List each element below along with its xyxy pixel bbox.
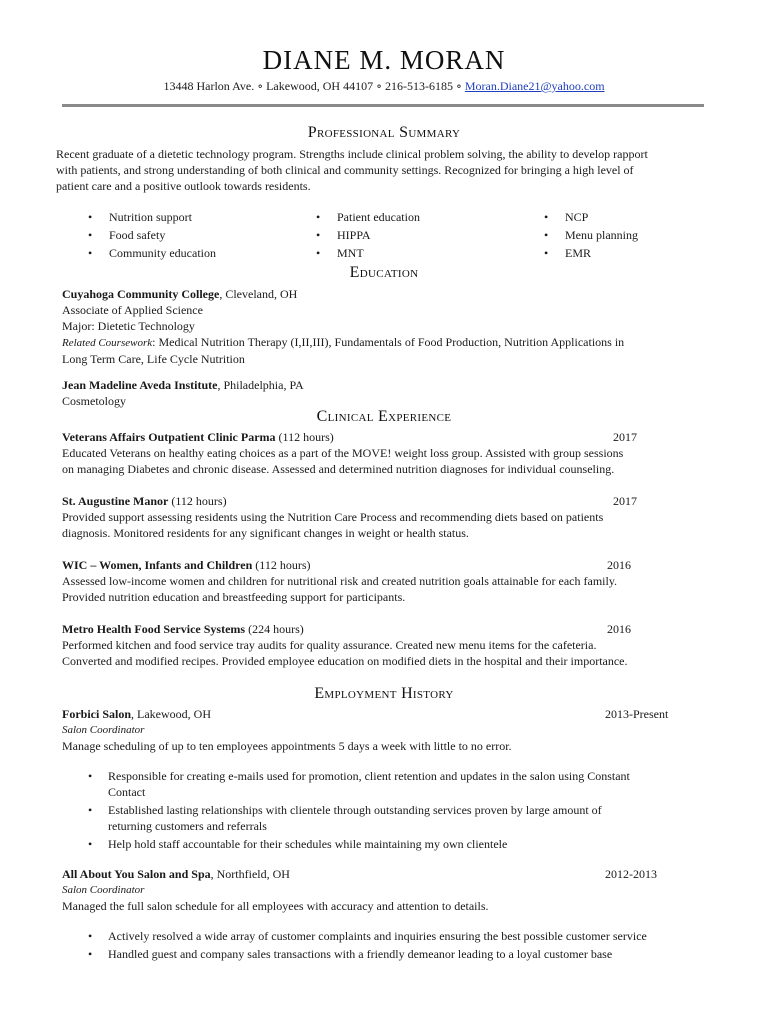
skill-item: • EMR [536,244,736,262]
contact-text: 13448 Harlon Ave. ∘ Lakewood, OH 44107 ∘ 216-513-6185 ∘ [163,79,465,93]
bullet-text: Actively resolved a wide array of customer complaints and inquiries ensuring the best possible customer service [108,929,647,943]
employment-heading: Employment History [314,685,454,702]
skill-item: • HIPPA [308,226,508,244]
clinical-description: Educated Veterans on healthy eating choices as a part of the MOVE! weight loss group. Assisted with group sessions [62,446,624,460]
skill-item: • Menu planning [536,226,736,244]
employment-dates: 2013-Present [605,707,669,721]
clinical-heading: Clinical Experience [316,408,452,425]
clinical-hours: (112 hours) [275,430,334,444]
clinical-description: Converted and modified recipes. Provided employee education on modified diets in the hospital and their importance. [62,654,628,668]
clinical-entry [62,493,708,541]
header-divider [62,104,704,107]
contact-line [0,78,768,94]
summary-line: Recent graduate of a dietetic technology program. Strengths include clinical problem solving, the ability to develop rapport [56,147,648,161]
degree: Associate of Applied Science [62,303,203,317]
job-bullet [62,836,708,852]
skill-item: • Nutrition support [80,208,280,226]
email-link[interactable]: Moran.Diane21@yahoo.com [464,79,605,93]
job-summary: Managed the full salon schedule for all employees with accuracy and attention to details. [62,899,489,913]
employer-location: , Northfield, OH [210,867,290,881]
clinical-year: 2016 [607,558,631,572]
skills-column [536,208,736,262]
skills-column [80,208,280,262]
clinical-year: 2017 [613,494,637,508]
skill-item: • NCP [536,208,736,226]
program: Cosmetology [62,394,127,408]
clinical-description: Provided support assessing residents using the Nutrition Care Process and recommending diets based on patients [62,510,604,524]
education-school-1 [62,286,708,367]
coursework-text: : Medical Nutrition Therapy (I,II,III), Fundamentals of Food Production, Nutrition Applications in [152,335,625,349]
job-title: Salon Coordinator [62,724,145,736]
clinical-org: St. Augustine Manor [62,494,169,508]
skill-item: • Patient education [308,208,508,226]
school-name: Jean Madeline Aveda Institute [62,378,218,392]
clinical-description: Provided nutrition education and breastfeeding support for participants. [62,590,406,604]
applicant-name: DIANE M. MORAN [262,45,506,75]
education-school-2 [62,377,708,409]
summary-text [56,146,716,194]
skill-item: • Community education [80,244,280,262]
employment-entry [62,866,708,962]
job-bullet [62,946,708,962]
clinical-hours: (112 hours) [168,494,227,508]
clinical-description: diagnosis. Monitored residents for any significant changes in weight or health status. [62,526,469,540]
bullet-text: Handled guest and company sales transactions with a friendly demeanor leading to a loyal customer base [108,947,613,961]
employer-name: All About You Salon and Spa [62,867,211,881]
clinical-year: 2016 [607,622,631,636]
clinical-entry [62,557,708,605]
clinical-hours: (224 hours) [245,622,304,636]
clinical-org: Metro Health Food Service Systems [62,622,246,636]
skills-column [308,208,508,262]
clinical-description: on managing Diabetes and chronic disease. Assessed and determined nutrition diagnoses for individual counseling. [62,462,615,476]
summary-line: patient care and a positive outlook towards residents. [56,179,311,193]
job-bullets [62,928,708,962]
summary-heading: Professional Summary [307,124,461,141]
clinical-year: 2017 [613,430,637,444]
employment-dates: 2012-2013 [605,867,657,881]
skill-item: • MNT [308,244,508,262]
school-location: , Philadelphia, PA [217,378,304,392]
job-bullet [62,802,708,834]
major: Major: Dietetic Technology [62,319,195,333]
summary-line: with patients, and strong understanding of both clinical and community settings. Recognized for bringing a high level of [56,163,634,177]
job-bullet [62,928,708,944]
employer-name: Forbici Salon [62,707,132,721]
school-location: , Cleveland, OH [219,287,298,301]
clinical-org: Veterans Affairs Outpatient Clinic Parma [62,430,276,444]
bullet-text: Help hold staff accountable for their schedules while maintaining my own clientele [108,837,508,851]
clinical-org: WIC – Women, Infants and Children [62,558,253,572]
skill-item: • Food safety [80,226,280,244]
job-title: Salon Coordinator [62,884,145,896]
bullet-text: Responsible for creating e-mails used for promotion, client retention and updates in the salon using Constant [108,769,630,783]
coursework-text: Long Term Care, Life Cycle Nutrition [62,352,245,366]
education-heading: Education [349,264,419,281]
bullet-text: Contact [108,785,146,799]
clinical-entry [62,429,708,477]
job-bullets [62,768,708,852]
job-bullet [62,768,708,800]
school-name: Cuyahoga Community College [62,287,220,301]
employment-entry [62,706,708,852]
clinical-description: Assessed low-income women and children for nutritional risk and created nutrition goals attainable for each family. [62,574,618,588]
employer-location: , Lakewood, OH [131,707,211,721]
clinical-entry [62,621,708,669]
job-summary: Manage scheduling of up to ten employees appointments 5 days a week with little to no error. [62,739,512,753]
clinical-description: Performed kitchen and food service tray audits for quality assurance. Created new menu items for the cafeteria. [62,638,597,652]
clinical-hours: (112 hours) [252,558,311,572]
coursework-label: Related Coursework [62,337,153,349]
bullet-text: Established lasting relationships with clientele through outstanding services proven by large amount of [108,803,602,817]
bullet-text: returning customers and referrals [108,819,267,833]
